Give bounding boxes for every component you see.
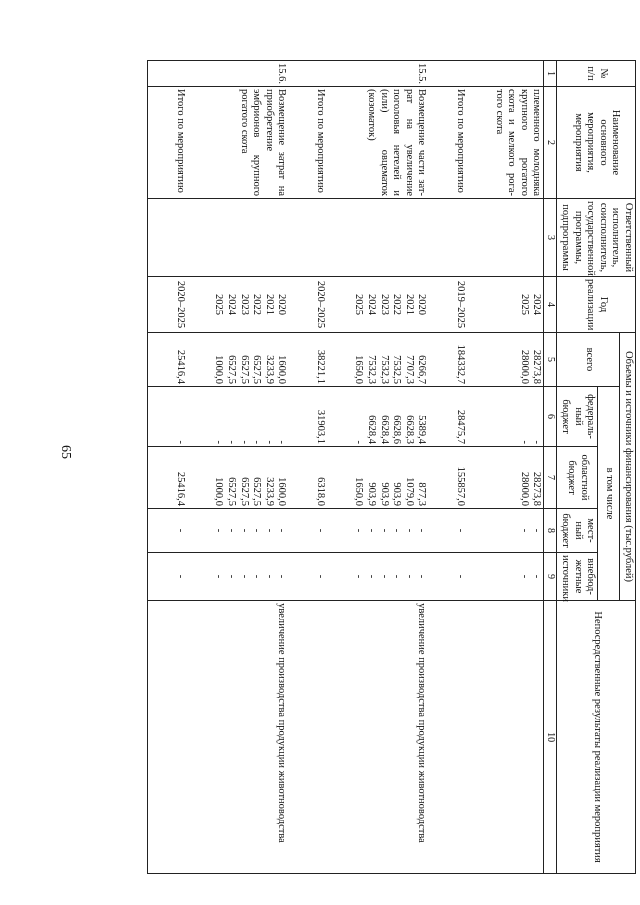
spacer-cell xyxy=(327,61,351,87)
regional-cell xyxy=(491,447,544,509)
year-cell-value: 2024 xyxy=(225,294,237,315)
local-cell xyxy=(491,509,544,553)
extra-cell-value: - xyxy=(366,574,378,579)
spacer-cell xyxy=(467,601,491,874)
item-name: Возмещение затрат на приобретение эмбрионов крупного рогатого скота xyxy=(211,87,289,199)
local-cell xyxy=(312,509,327,553)
spacer-cell xyxy=(327,387,351,447)
federal-cell-value: 5389,4 xyxy=(416,415,428,444)
spacer-cell xyxy=(187,87,211,199)
spacer-cell xyxy=(288,509,312,553)
federal-cell-value: - xyxy=(225,440,237,444)
row-spacer xyxy=(288,61,312,874)
extra-cell-value: - xyxy=(276,574,288,579)
item-name: Итого по мероприятию xyxy=(452,87,467,199)
total-cell-value: 25416,4 xyxy=(174,349,186,384)
federal-cell-value: 6628,6 xyxy=(391,415,403,444)
table-body xyxy=(148,61,544,874)
extra-cell xyxy=(172,553,187,601)
header-federal: федераль-ный бюджет xyxy=(557,387,598,447)
federal-cell xyxy=(491,387,544,447)
extra-cell-value: - xyxy=(314,574,326,579)
responsible-cell xyxy=(312,199,327,277)
header-local: мест-ный бюджет xyxy=(557,509,598,553)
total-cell-value: 1650,0 xyxy=(353,355,365,384)
regional-cell-value: 3233,9 xyxy=(263,477,275,506)
spacer-cell xyxy=(327,601,351,874)
item-name: племенного молодняка крупного рогатого скота и мелкого рога-того скота xyxy=(491,87,544,199)
total-cell-value: 28000,0 xyxy=(518,349,530,384)
colnum: 5 xyxy=(544,333,557,387)
spacer-cell xyxy=(327,447,351,509)
colnum: 10 xyxy=(544,601,557,874)
extra-cell-value: - xyxy=(353,574,365,579)
local-cell xyxy=(211,509,289,553)
header-responsible: Ответственный исполнитель, соисполнитель, государственной программы, подпрограммы xyxy=(557,199,636,277)
spacer-cell xyxy=(467,277,491,333)
regional-cell-value: 6318,0 xyxy=(314,477,326,506)
total-cell xyxy=(491,333,544,387)
federal-cell-value: - xyxy=(353,440,365,444)
spacer-cell xyxy=(428,333,452,387)
regional-cell-value: 903,9 xyxy=(378,482,390,506)
item-number xyxy=(312,61,327,87)
year-cell-value: 2023 xyxy=(378,294,390,315)
spacer-cell xyxy=(467,509,491,553)
local-cell-value: - xyxy=(225,528,237,533)
spacer-cell xyxy=(467,447,491,509)
regional-cell-value: 903,9 xyxy=(366,482,378,506)
local-cell-value: - xyxy=(174,528,186,533)
total-cell-value: 6266,7 xyxy=(416,355,428,384)
spacer-cell xyxy=(467,87,491,199)
item-number xyxy=(172,61,187,87)
spacer-cell xyxy=(288,447,312,509)
extra-cell-value: - xyxy=(225,574,237,579)
total-cell-value: 38221,1 xyxy=(314,349,326,384)
extra-cell-value: - xyxy=(391,574,403,579)
spacer-cell xyxy=(148,509,173,553)
table-row xyxy=(312,61,327,874)
spacer-cell xyxy=(428,601,452,874)
year-cell-value: 2024 xyxy=(366,294,378,315)
table-row xyxy=(452,61,467,874)
extra-cell-value: - xyxy=(238,574,250,579)
spacer-cell xyxy=(288,601,312,874)
spacer-cell xyxy=(467,387,491,447)
result-cell: увеличение производства продукции животноводства xyxy=(351,601,429,874)
spacer-cell xyxy=(187,387,211,447)
local-cell-value: - xyxy=(366,528,378,533)
year-cell-value: 2020–2025 xyxy=(174,280,186,329)
federal-cell xyxy=(312,387,327,447)
spacer-cell xyxy=(288,387,312,447)
header-total: всего xyxy=(557,333,620,387)
extra-cell-value: - xyxy=(263,574,275,579)
year-cell xyxy=(172,277,187,333)
spacer-cell xyxy=(327,509,351,553)
spacer-cell xyxy=(288,333,312,387)
spacer-cell xyxy=(467,553,491,601)
year-cell-value: 2019–2025 xyxy=(455,280,467,329)
item-number xyxy=(491,61,544,87)
total-cell-value: 6527,5 xyxy=(225,355,237,384)
colnum: 7 xyxy=(544,447,557,509)
spacer-cell xyxy=(187,333,211,387)
year-cell-value: 2022 xyxy=(391,294,403,315)
local-cell-value: - xyxy=(378,528,390,533)
result-cell xyxy=(491,601,544,874)
header-name: Наименование основного мероприятия, мероприятия xyxy=(557,87,636,199)
regional-cell-value: 6527,5 xyxy=(225,477,237,506)
regional-cell xyxy=(172,447,187,509)
spacer-cell xyxy=(327,277,351,333)
federal-cell xyxy=(452,387,467,447)
extra-cell-value: - xyxy=(518,574,530,579)
spacer-cell xyxy=(148,387,173,447)
colnum: 2 xyxy=(544,87,557,199)
federal-cell-value: - xyxy=(531,440,543,444)
spacer-cell xyxy=(187,509,211,553)
colnum: 8 xyxy=(544,509,557,553)
year-cell xyxy=(351,277,429,333)
year-cell-value: 2021 xyxy=(263,294,275,315)
item-name: Итого по мероприятию xyxy=(172,87,187,199)
result-cell: увеличение производства продукции животноводства xyxy=(211,601,289,874)
rotated-table-area xyxy=(90,60,636,873)
regional-cell xyxy=(351,447,429,509)
responsible-cell xyxy=(211,199,289,277)
year-cell-value: 2025 xyxy=(518,294,530,315)
year-cell-value: 2020 xyxy=(416,294,428,315)
spacer-cell xyxy=(467,61,491,87)
federal-cell-value: - xyxy=(174,440,186,444)
year-cell-value: 2024 xyxy=(531,294,543,315)
year-cell-value: 2020–2025 xyxy=(314,280,326,329)
regional-cell-value: 1600,0 xyxy=(276,477,288,506)
spacer-cell xyxy=(428,553,452,601)
regional-cell-value: 155857,0 xyxy=(455,466,467,506)
regional-cell-value: 25416,4 xyxy=(174,471,186,506)
spacer-cell xyxy=(288,277,312,333)
extra-cell-value: - xyxy=(531,574,543,579)
colnum: 1 xyxy=(544,61,557,87)
federal-cell-value: - xyxy=(213,440,225,444)
extra-cell-value: - xyxy=(416,574,428,579)
regional-cell-value: 6527,5 xyxy=(238,477,250,506)
federal-cell xyxy=(351,387,429,447)
federal-cell-value: 6628,3 xyxy=(403,415,415,444)
local-cell xyxy=(172,509,187,553)
spacer-cell xyxy=(288,199,312,277)
total-cell-value: 6527,5 xyxy=(251,355,263,384)
spacer-cell xyxy=(187,447,211,509)
local-cell-value: - xyxy=(353,528,365,533)
extra-cell-value: - xyxy=(403,574,415,579)
regional-cell xyxy=(312,447,327,509)
year-cell-value: 2023 xyxy=(238,294,250,315)
extra-cell-value: - xyxy=(378,574,390,579)
result-cell xyxy=(172,601,187,874)
local-cell-value: - xyxy=(518,528,530,533)
federal-cell-value: - xyxy=(263,440,275,444)
total-cell-value: 7532,5 xyxy=(391,355,403,384)
federal-cell-value: 6628,4 xyxy=(378,415,390,444)
federal-cell-value: 6628,4 xyxy=(366,415,378,444)
spacer-cell xyxy=(187,199,211,277)
year-cell-value: 2021 xyxy=(403,294,415,315)
extra-cell-value: - xyxy=(174,574,186,579)
responsible-cell xyxy=(351,199,429,277)
regional-cell-value: 1079,0 xyxy=(403,477,415,506)
spacer-cell xyxy=(288,61,312,87)
local-cell-value: - xyxy=(213,528,225,533)
year-cell xyxy=(491,277,544,333)
responsible-cell xyxy=(172,199,187,277)
federal-cell xyxy=(211,387,289,447)
year-cell xyxy=(452,277,467,333)
total-cell-value: 7532,3 xyxy=(378,355,390,384)
result-cell xyxy=(452,601,467,874)
total-cell-value: 184332,7 xyxy=(455,344,467,384)
table-row xyxy=(491,61,544,874)
colnum: 4 xyxy=(544,277,557,333)
federal-cell-value: 28475,7 xyxy=(455,409,467,444)
header-result: Непосредственные результаты реализации мероприятия xyxy=(557,601,636,874)
local-cell xyxy=(351,509,429,553)
item-number: 15.5. xyxy=(351,61,429,87)
regional-cell-value: 1650,0 xyxy=(353,477,365,506)
spacer-cell xyxy=(327,87,351,199)
local-cell-value: - xyxy=(251,528,263,533)
total-cell xyxy=(452,333,467,387)
colnum: 3 xyxy=(544,199,557,277)
total-cell-value: 3233,9 xyxy=(263,355,275,384)
year-cell xyxy=(211,277,289,333)
extra-cell xyxy=(351,553,429,601)
total-cell-value: 6527,5 xyxy=(238,355,250,384)
spacer-cell xyxy=(288,553,312,601)
local-cell-value: - xyxy=(276,528,288,533)
extra-cell-value: - xyxy=(455,574,467,579)
spacer-cell xyxy=(467,199,491,277)
regional-cell-value: 6527,5 xyxy=(251,477,263,506)
total-cell-value: 7707,3 xyxy=(403,355,415,384)
regional-cell-value: 903,9 xyxy=(391,482,403,506)
spacer-cell xyxy=(428,447,452,509)
total-cell xyxy=(172,333,187,387)
total-cell xyxy=(312,333,327,387)
colnum: 6 xyxy=(544,387,557,447)
regional-cell-value: 28000,0 xyxy=(518,471,530,506)
federal-cell-value: - xyxy=(518,440,530,444)
extra-cell xyxy=(211,553,289,601)
spacer-cell xyxy=(148,333,173,387)
regional-cell-value: 1000,0 xyxy=(213,477,225,506)
total-cell xyxy=(211,333,289,387)
local-cell-value: - xyxy=(391,528,403,533)
regional-cell xyxy=(211,447,289,509)
responsible-cell xyxy=(491,199,544,277)
federal-cell-value: 31903,1 xyxy=(314,409,326,444)
regional-cell-value: 877,3 xyxy=(416,482,428,506)
year-cell-value: 2025 xyxy=(353,294,365,315)
financing-table xyxy=(147,60,636,874)
local-cell-value: - xyxy=(416,528,428,533)
row-spacer xyxy=(148,61,173,874)
year-cell-value: 2025 xyxy=(213,294,225,315)
spacer-cell xyxy=(428,509,452,553)
extra-cell xyxy=(491,553,544,601)
spacer-cell xyxy=(327,199,351,277)
item-name: Возмещение части зат-рат на увеличение поголовья нетелей и (или) овцематок (козоматок) xyxy=(351,87,429,199)
result-cell xyxy=(312,601,327,874)
local-cell-value: - xyxy=(403,528,415,533)
spacer-cell xyxy=(428,387,452,447)
local-cell-value: - xyxy=(314,528,326,533)
local-cell-value: - xyxy=(238,528,250,533)
local-cell-value: - xyxy=(455,528,467,533)
total-cell xyxy=(351,333,429,387)
table-row xyxy=(351,61,429,874)
extra-cell xyxy=(312,553,327,601)
spacer-cell xyxy=(428,277,452,333)
item-name: Итого по мероприятию xyxy=(312,87,327,199)
responsible-cell xyxy=(452,199,467,277)
year-cell xyxy=(312,277,327,333)
table-row xyxy=(211,61,289,874)
spacer-cell xyxy=(148,87,173,199)
colnum: 9 xyxy=(544,553,557,601)
spacer-cell xyxy=(148,61,173,87)
regional-cell xyxy=(452,447,467,509)
extra-cell xyxy=(452,553,467,601)
extra-cell-value: - xyxy=(213,574,225,579)
spacer-cell xyxy=(148,447,173,509)
federal-cell xyxy=(172,387,187,447)
local-cell xyxy=(452,509,467,553)
row-spacer xyxy=(327,61,351,874)
spacer-cell xyxy=(428,199,452,277)
total-cell-value: 1600,0 xyxy=(276,355,288,384)
spacer-cell xyxy=(327,333,351,387)
spacer-cell xyxy=(187,277,211,333)
spacer-cell xyxy=(187,601,211,874)
item-number xyxy=(452,61,467,87)
spacer-cell xyxy=(148,601,173,874)
regional-cell-value: 28273,8 xyxy=(531,471,543,506)
header-extra: внебюд-жетные источники xyxy=(557,553,598,601)
spacer-cell xyxy=(148,553,173,601)
local-cell-value: - xyxy=(531,528,543,533)
header-including: в том числе xyxy=(598,387,620,601)
local-cell-value: - xyxy=(263,528,275,533)
spacer-cell xyxy=(148,199,173,277)
spacer-cell xyxy=(327,553,351,601)
header-financing: Объемы и источники финансирования (тыс.рублей) xyxy=(620,333,636,601)
header-n: № п/п xyxy=(557,61,636,87)
row-spacer xyxy=(467,61,491,874)
year-cell-value: 2020 xyxy=(276,294,288,315)
year-cell-value: 2022 xyxy=(251,294,263,315)
header-year: Год реализации xyxy=(557,277,636,333)
item-number: 15.6. xyxy=(211,61,289,87)
total-cell-value: 1000,0 xyxy=(213,355,225,384)
spacer-cell xyxy=(187,61,211,87)
total-cell-value: 7532,3 xyxy=(366,355,378,384)
spacer-cell xyxy=(148,277,173,333)
federal-cell-value: - xyxy=(238,440,250,444)
page-number: 65 xyxy=(58,445,73,459)
spacer-cell xyxy=(428,87,452,199)
row-spacer xyxy=(428,61,452,874)
spacer-cell xyxy=(428,61,452,87)
spacer-cell xyxy=(467,333,491,387)
spacer-cell xyxy=(187,553,211,601)
header-regional: областной бюджет xyxy=(557,447,598,509)
spacer-cell xyxy=(288,87,312,199)
extra-cell-value: - xyxy=(251,574,263,579)
federal-cell-value: - xyxy=(251,440,263,444)
total-cell-value: 28273,8 xyxy=(531,349,543,384)
table-row xyxy=(172,61,187,874)
federal-cell-value: - xyxy=(276,440,288,444)
row-spacer xyxy=(187,61,211,874)
